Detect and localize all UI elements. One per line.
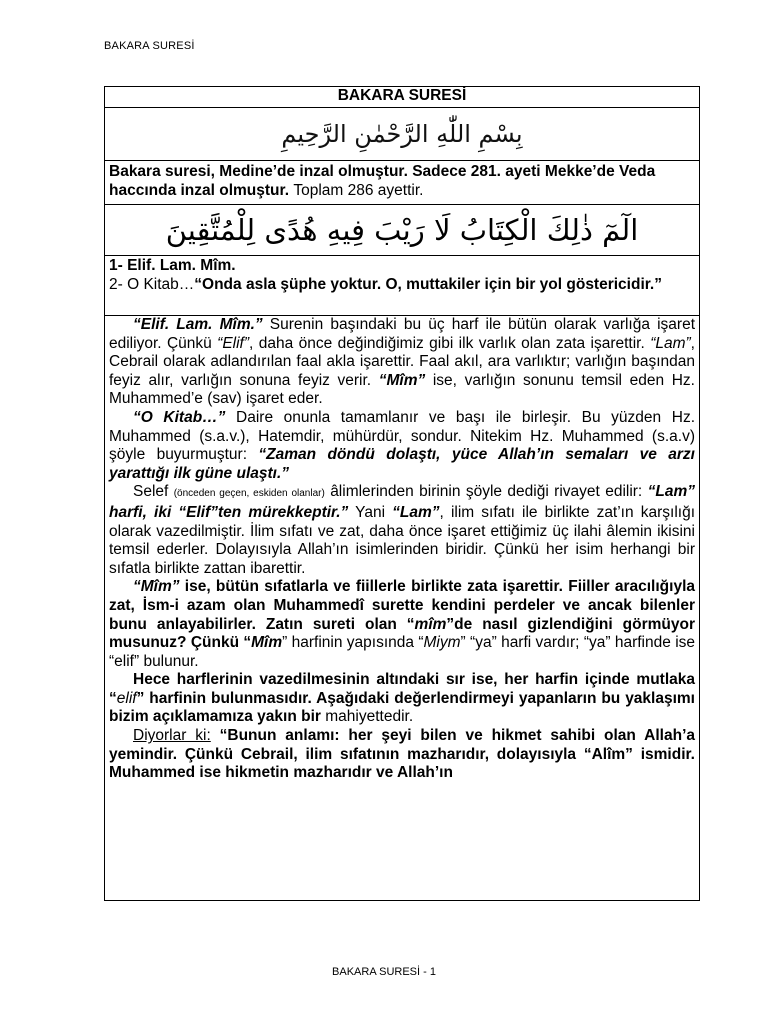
p4-f: ” harfinin yapısında “ xyxy=(282,634,424,652)
p4-g: Miym xyxy=(423,634,461,652)
meaning-cell xyxy=(105,256,700,316)
p1-h: ise, varlığın sonunu temsil eden Hz. Muhammed’e (sav) işaret eder. xyxy=(109,371,695,408)
basmala-cell xyxy=(105,108,700,161)
verse-cell xyxy=(105,205,700,256)
p4-b: ise, bütün sıfatlarla ve fiillerle birlikte zata işarettir. Fiiller aracılığıyla zat, İsm-i azam olan Muhammedî surette kendini perdeler ve ancak bilenler bunu anlayabilirler. Zatın sureti olan “ xyxy=(109,578,695,633)
p4-h: ” “ya” harfi vardır; “ya” harfinde ise “elif” bulunur. xyxy=(109,634,696,670)
p3-b: âlimlerinden birinin şöyle dediği rivayet edilir: xyxy=(324,483,648,501)
meaning-line-2 xyxy=(109,276,695,295)
meaning-2-prefix: 2- O Kitab… xyxy=(109,275,195,293)
page-footer: BAKARA SURESİ - 1 xyxy=(332,966,436,978)
p1-b: Surenin başındaki bu üç harf ile bütün olarak varlığa işaret ediliyor. Çünkü xyxy=(109,316,695,352)
p4-d: ”de nasıl gizlendiğini görmüyor musunuz? Çünkü “ xyxy=(109,615,695,652)
p3-a: Selef xyxy=(133,483,174,501)
page-header: BAKARA SURESİ xyxy=(104,40,195,52)
p1-d: , daha önce değindiğimiz gibi ilk varlık olan zata işarettir. xyxy=(249,334,651,352)
paragraph-2 xyxy=(109,409,695,483)
p3-d: Yani xyxy=(348,503,393,521)
content-table xyxy=(104,86,700,901)
p1-g: “Mîm” xyxy=(378,371,426,389)
p6-a: Diyorlar ki: xyxy=(133,727,211,745)
p3-c: “Lam” harfi, iki “Elif”ten mürekkeptir.” xyxy=(109,483,695,521)
intro-cell xyxy=(105,161,700,205)
meaning-line-1: 1- Elif. Lam. Mîm. xyxy=(109,257,236,274)
commentary-cell xyxy=(105,316,700,901)
p5-a: Hece harflerinin vazedilmesinin altındaki sır ise, her harfin içinde mutlaka “ xyxy=(109,671,695,707)
p2-a: “O Kitab…” xyxy=(133,408,226,426)
p2-b: Daire onunla tamamlanır ve başı ile birleşir. Bu yüzden Hz. Muhammed (s.a.v.), Hatemdir, mühürdür, sondur. Nitekim Hz. Muhammed (s.a.v) şöyle buyurmuştur: xyxy=(109,408,695,464)
p1-f: , Cebrail olarak adlandırılan faal akla işarettir. Faal akıl, ara varlıktır; varlığın başından feyiz alır, varlığın sonuna feyiz verir. xyxy=(109,334,695,389)
p5-c: ” harfinin bulunmasıdır. Aşağıdaki değerlendirmeyi yapanların bu yaklaşımı bizim açıklamamıza yakın bir xyxy=(109,689,695,726)
p5-b: elif xyxy=(116,689,137,707)
intro-normal-text: Toplam 286 ayettir. xyxy=(293,181,424,199)
p1-a: “Elif. Lam. Mîm.” xyxy=(133,316,263,333)
p4-a: “Mîm” xyxy=(133,578,180,596)
p3-f: , ilim sıfatı ile birlikte zat’ın karşılığı olarak vazedilmiştir. İlim sıfatı ve zat, daha önce işaret ettiğimiz üç ilahi âlemin ikisini temsil ederler. Dolayısıyla Allah’ın isimlerinden biridir. Çünkü her isim herhangi bir sıfatla birlikte zattan ibarettir. xyxy=(109,503,696,577)
p3-small: (önceden geçen, eskiden olanlar) xyxy=(173,488,325,500)
sura-title: BAKARA SURESİ xyxy=(105,87,700,108)
paragraph-1 xyxy=(109,316,695,409)
paragraph-4 xyxy=(109,578,695,671)
p5-d: mahiyettedir. xyxy=(325,708,414,726)
intro-bold-text: Bakara suresi, Medine’de inzal olmuştur. Sadece 281. ayeti Mekke’de Veda haccında inzal olmuştur. xyxy=(109,163,656,199)
p6-b: “Bunun anlamı: her şeyi bilen ve hikmet sahibi olan Allah’a yemindir. Çünkü Cebrail, ilim sıfatının mazharıdır, dolayısıyla “Alîm” ismidir. Muhammed ise hikmetin mazharıdır ve Allah’ın xyxy=(109,727,696,782)
meaning-2-text: “Onda asla şüphe yoktur. O, muttakiler için bir yol göstericidir.” xyxy=(194,275,662,293)
p1-e: “Lam” xyxy=(650,334,691,352)
p4-e: Mîm xyxy=(251,634,283,652)
p1-c: “Elif” xyxy=(217,334,250,352)
p3-e: “Lam” xyxy=(392,503,440,521)
p4-c: mîm xyxy=(414,615,447,633)
paragraph-3 xyxy=(109,483,695,578)
basmala-calligraphy: بِسْمِ اللّٰهِ الرَّحْمٰنِ الرَّحِيمِ xyxy=(281,120,523,148)
paragraph-6 xyxy=(109,727,695,783)
p2-c: “Zaman döndü dolaştı, yüce Allah’ın semaları ve arzı yarattığı ilk güne ulaştı.” xyxy=(109,446,695,482)
paragraph-5 xyxy=(109,671,695,727)
verse-arabic: الٓمٓ ذٰلِكَ الْكِتَابُ لَا رَيْبَ فِيهِ هُدًى لِلْمُتَّقِينَ xyxy=(165,213,639,247)
